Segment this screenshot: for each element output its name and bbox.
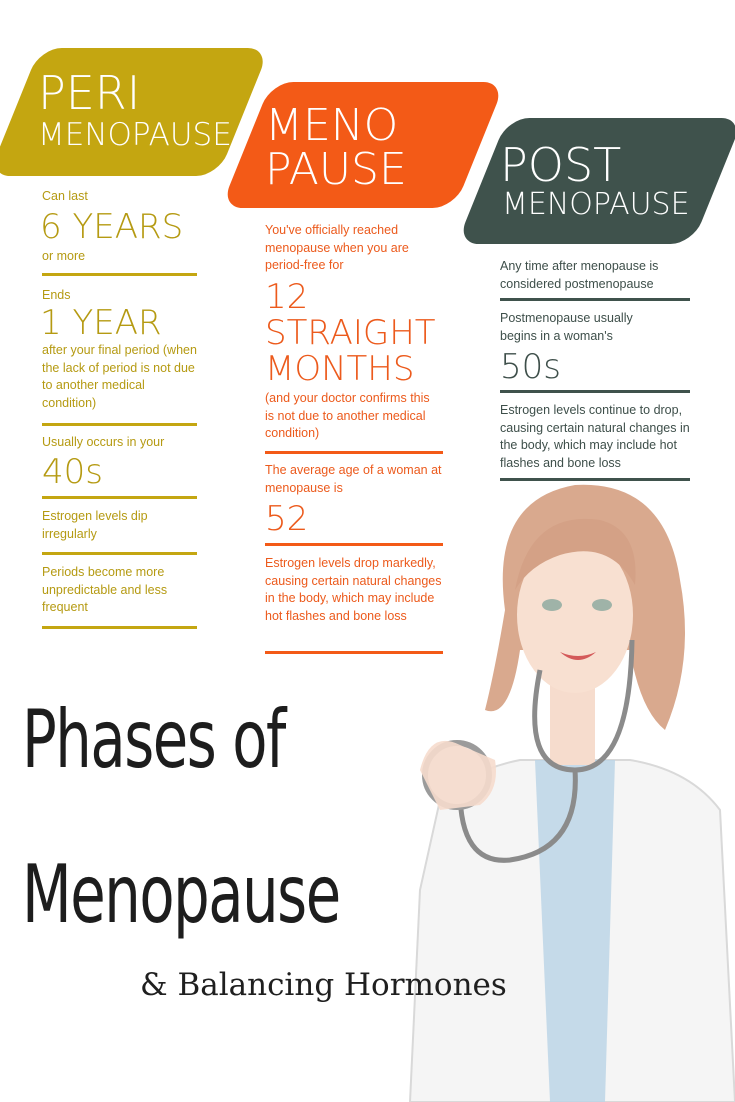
peri-item3-big: 40s: [42, 452, 103, 492]
meno-big1c: MONTHS: [265, 349, 415, 389]
post-text1: Any time after menopause is considered postmenopause: [500, 259, 659, 291]
peri-rule-3: [42, 496, 197, 499]
peri-rule-2: [42, 423, 197, 426]
hand-shape: [420, 741, 496, 810]
peri-item5-text: Periods become more unpredictable and less frequent: [42, 565, 168, 614]
right-eye: [592, 599, 612, 611]
meno-text3: Estrogen levels drop markedly, causing certain natural changes in the body, which may include hot flashes and bone loss: [265, 556, 442, 623]
peri-item2-post: after your final period (when the lack of period is not due to another medical condition): [42, 343, 197, 410]
post-text3: Estrogen levels continue to drop, causing certain natural changes in the body, which may include hot flashes and bone loss: [500, 403, 690, 470]
peri-item1-big: 6 YEARS: [40, 207, 184, 247]
post-big2: 50s: [500, 347, 561, 387]
peri-item3-pre: Usually occurs in your: [42, 435, 165, 449]
peri-banner-line1: PERI: [38, 66, 141, 120]
peri-rule-5: [42, 626, 197, 629]
left-eye: [542, 599, 562, 611]
peri-rule-4: [42, 552, 197, 555]
post-pre2: Postmenopause usually begins in a woman's: [500, 311, 633, 343]
post-rule-1: [500, 298, 690, 301]
post-banner-line1: POST: [500, 138, 622, 192]
meno-rule-2: [265, 543, 443, 546]
meno-rule-3: [265, 651, 443, 654]
peri-rule-1: [42, 273, 197, 276]
nurse-illustration: [400, 470, 735, 1102]
title-line1: Phases of: [22, 693, 285, 786]
meno-banner-line1: MENO: [265, 100, 399, 151]
peri-item1-pre: Can last: [42, 189, 88, 203]
meno-banner-line2: PAUSE: [265, 144, 407, 195]
meno-rule-1: [265, 451, 443, 454]
meno-big1a: 12: [265, 277, 309, 317]
title-line2: Menopause: [22, 848, 340, 941]
post-rule-2: [500, 390, 690, 393]
meno-pre1: You've officially reached menopause when you are period-free for: [265, 223, 409, 272]
neck-shape: [550, 685, 595, 765]
post-rule-3: [500, 478, 690, 481]
peri-item4-text: Estrogen levels dip irregularly: [42, 509, 148, 541]
peri-item2-big: 1 YEAR: [40, 303, 162, 343]
peri-banner-line2: MENOPAUSE: [38, 117, 232, 153]
peri-item1-post: or more: [42, 249, 86, 263]
meno-pre2: The average age of a woman at menopause is: [265, 463, 442, 495]
post-banner-line2: MENOPAUSE: [502, 187, 690, 222]
meno-big1b: STRAIGHT: [265, 313, 436, 353]
peri-item2-pre: Ends: [42, 288, 71, 302]
meno-post1: (and your doctor confirms this is not due to another medical condition): [265, 391, 430, 440]
meno-big2: 52: [265, 499, 309, 539]
subtitle: & Balancing Hormones: [140, 967, 507, 1003]
